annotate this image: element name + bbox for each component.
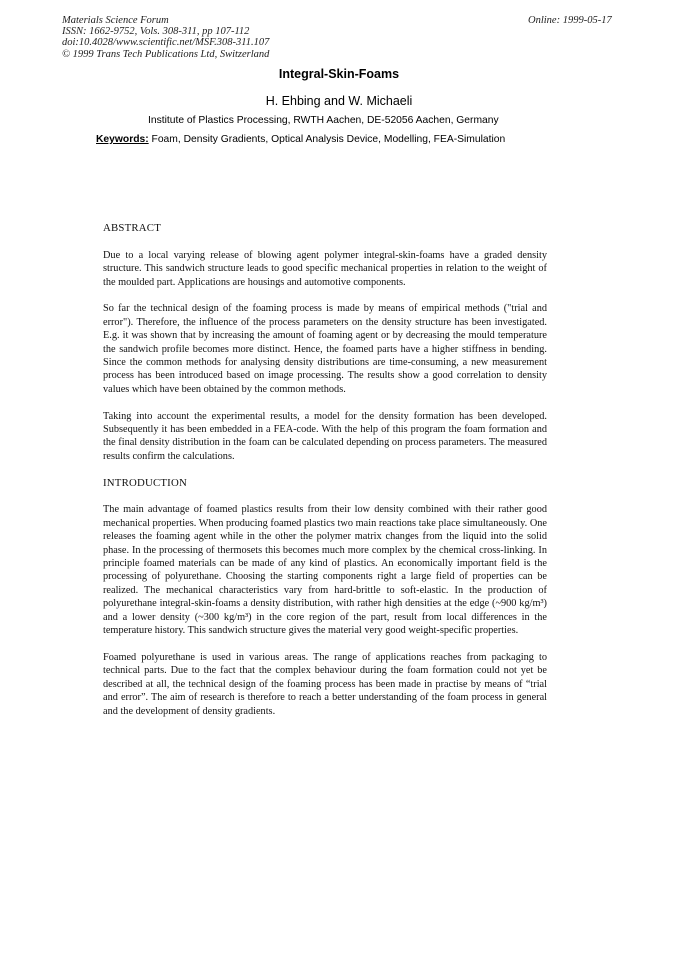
abstract-paragraph: Due to a local varying release of blowing agent polymer integral-skin-foams have a graded density structure. This sandwich structure leads to good specific mechanical properties in relation to the weight of the moulded part. Applications are housings and automotive components. xyxy=(103,249,547,288)
journal-name: Materials Science Forum xyxy=(62,15,169,26)
paper-title: Integral-Skin-Foams xyxy=(278,67,400,81)
keywords-label: Keywords: xyxy=(96,134,149,145)
abstract-heading: ABSTRACT xyxy=(103,222,161,234)
abstract-paragraph: So far the technical design of the foaming process is made by means of empirical methods ("trial and error"). Therefore, the influence of the process parameters on the density structure has been investigated. E.g. it was shown that by increasing the amount of foaming agent or by decreasing the mould temperature the sandwich profile becomes more distinct. Hence, the foamed parts have a higher stiffness in bending. Since the common methods for analysing density distributions are time-consuming, a new measurement process has been introduced based on image processing. The results show a good correlation to density values which have been obtained by the common methods. xyxy=(103,303,547,395)
doi-line: doi:10.4028/www.scientific.net/MSF.308-311.107 xyxy=(62,37,270,49)
keywords-line xyxy=(96,134,505,145)
keywords-text: Foam, Density Gradients, Optical Analysis Device, Modelling, FEA-Simulation xyxy=(151,134,506,145)
paper-authors: H. Ehbing and W. Michaeli xyxy=(265,94,413,108)
abstract-paragraph: Taking into account the experimental results, a model for the density formation has been developed. Subsequently it has been embedded in a FEA-code. With the help of this program the foam formation and the final density distribution in the foam can be calculated depending on process parameters. The measured results confirm the calculations. xyxy=(103,410,547,462)
publication-header xyxy=(62,15,269,60)
paper-body xyxy=(103,222,547,731)
introduction-heading: INTRODUCTION xyxy=(103,476,187,489)
paper-affiliation: Institute of Plastics Processing, RWTH Aachen, DE-52056 Aachen, Germany xyxy=(148,115,499,126)
copyright-line: © 1999 Trans Tech Publications Ltd, Switzerland xyxy=(62,48,270,60)
introduction-paragraph: Foamed polyurethane is used in various areas. The range of applications reaches from packaging to technical parts. Due to the fact that the complex behaviour during the foam formation could not yet be described at all, the technical design of the foaming process has been made in practise by means of “trial and error”. The aim of research is therefore to reach a better understanding of the foam process in general and the development of density gradients. xyxy=(103,651,547,717)
online-date: Online: 1999-05-17 xyxy=(528,15,612,26)
issn-line: ISSN: 1662-9752, Vols. 308-311, pp 107-112 xyxy=(62,26,250,38)
introduction-paragraph: The main advantage of foamed plastics results from their low density combined with their rather good mechanical properties. When producing foamed plastics two main reactions take place simultaneously. One releases the foaming agent while in the other the polymer matrix changes from the liquid into the solid phase. In the processing of thermosets this becomes much more complex by the chemical cross-linking. In principle foamed materials can be made of any kind of plastics. An economically important field is the processing of polyurethane. Choosing the starting components right a large field of properties can be realized. The mechanical characteristics vary from hard-brittle to soft-elastic. In the production of polyurethane integral-skin-foams a density distribution, with rather high densities at the edge (~900 kg/m³) and a lower density (~300 kg/m³) in the core region of the part, result from local differences in the temperature history. This sandwich structure gives the material very good weight-specific properties. xyxy=(103,504,547,637)
